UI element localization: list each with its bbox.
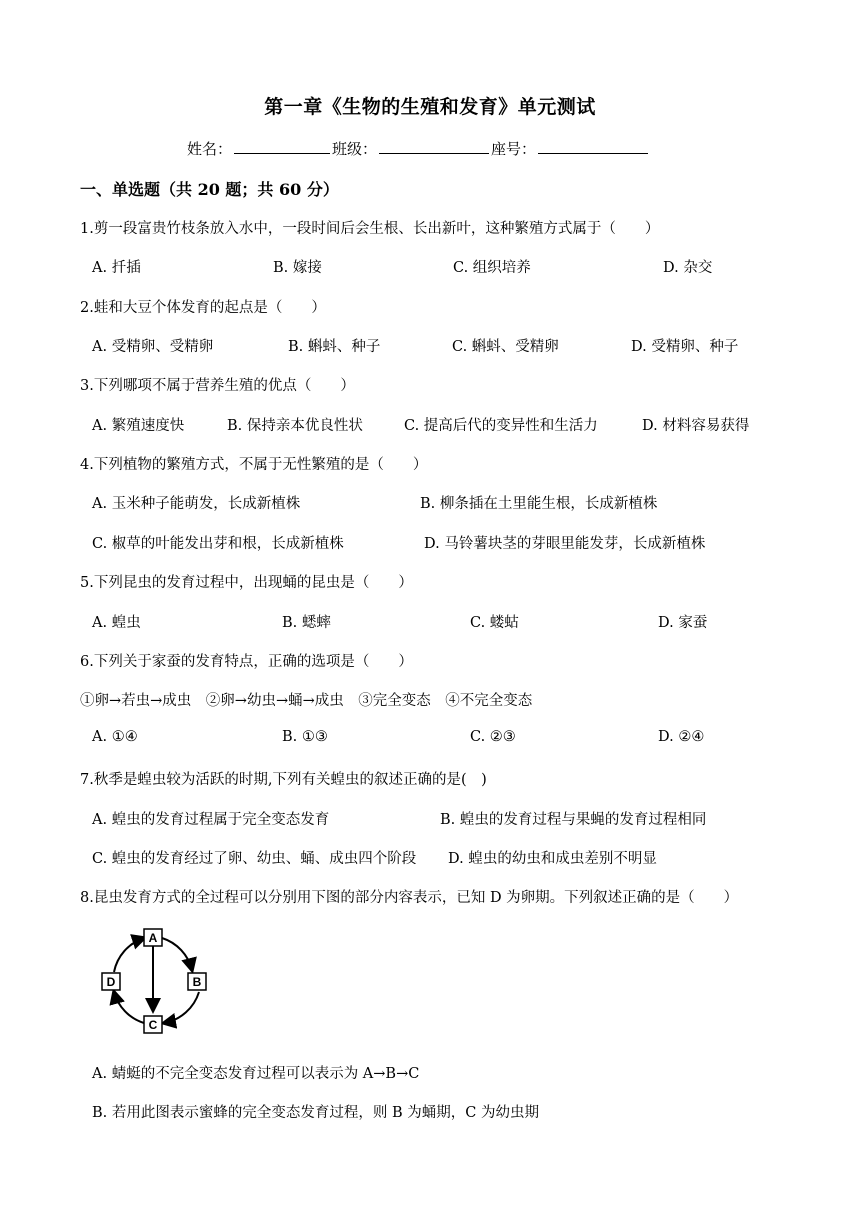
option-d: D. 受精卵、种子 [631,339,739,355]
arc-c-to-d [114,992,144,1023]
option-d: D. 材料容易获得 [642,418,750,434]
option-b: B. 柳条插在土里能生根，长成新植株 [420,496,658,512]
option-c: C. ②③ [470,729,516,745]
page-title: 第一章《生物的生殖和发育》单元测试 [264,96,596,118]
option-a: A. 扦插 [92,260,141,276]
question-stem: 5.下列昆虫的发育过程中，出现蛹的昆虫是（ ） [80,575,413,591]
option-c: C. 蝌蚪、受精卵 [452,339,559,355]
question-stem: 3.下列哪项不属于营养生殖的优点（ ） [80,378,355,394]
option-b: B. 蝗虫的发育过程与果蝇的发育过程相同 [440,812,707,828]
option-c: C. 提高后代的变异性和生活力 [404,418,598,434]
option-a: A. ①④ [92,729,138,745]
question-stem: 7.秋季是蝗虫较为活跃的时期,下列有关蝗虫的叙述正确的是( ) [80,772,487,788]
option-d: D. 杂交 [663,260,713,276]
node-a-label: A [148,931,158,945]
class-blank [379,139,489,154]
option-a: A. 蝗虫的发育过程属于完全变态发育 [92,812,330,828]
option-a: A. 受精卵、受精卵 [92,339,214,355]
question-statements: ①卵→若虫→成虫 ②卵→幼虫→蛹→成虫 ③完全变态 ④不完全变态 [80,693,533,709]
option-a: A. 繁殖速度快 [92,418,185,434]
option-a: A. 蝗虫 [92,615,141,631]
seat-label: 座号： [491,140,537,158]
name-label: 姓名： [187,140,233,158]
option-c: C. 蝼蛄 [470,615,519,631]
option-b: B. 保持亲本优良性状 [227,418,363,434]
question-stem: 8.昆虫发育方式的全过程可以分别用下图的部分内容表示，已知 D 为卵期。下列叙述正确的是（ ） [80,890,739,906]
arc-b-to-c [164,992,199,1023]
question-stem: 2.蛙和大豆个体发育的起点是（ ） [80,300,326,316]
question-stem: 1.剪一段富贵竹枝条放入水中，一段时间后会生根、长出新叶，这种繁殖方式属于（ ） [80,221,660,237]
question-stem: 4.下列植物的繁殖方式，不属于无性繁殖的是（ ） [80,457,428,473]
option-b: B. 嫁接 [273,260,322,276]
option-d: D. 马铃薯块茎的芽眼里能发芽，长成新植株 [424,536,706,552]
option-b: B. 蝌蚪、种子 [288,339,381,355]
option-b: B. 蟋蟀 [282,615,331,631]
node-c-label: C [148,1018,158,1032]
arc-d-to-a [114,938,144,972]
option-c: C. 蝗虫的发育经过了卵、幼虫、蛹、成虫四个阶段 [92,851,417,867]
option-b: B. 若用此图表示蜜蜂的完全变态发育过程，则 B 为蛹期，C 为幼虫期 [92,1105,539,1121]
option-c: C. 组织培养 [453,260,531,276]
option-a: A. 玉米种子能萌发，长成新植株 [92,496,301,512]
option-b: B. ①③ [282,729,328,745]
arc-a-to-b [162,938,192,970]
section-heading: 一、单选题（共 20 题；共 60 分） [80,180,339,199]
option-d: D. ②④ [658,729,705,745]
option-d: D. 蝗虫的幼虫和成虫差别不明显 [448,851,657,867]
node-b-label: B [192,975,202,989]
name-blank [234,139,330,154]
option-a: A. 蜻蜓的不完全变态发育过程可以表示为 A→B→C [92,1066,420,1082]
option-d: D. 家蚕 [658,615,708,631]
cycle-arcs [114,938,199,1023]
option-c: C. 椒草的叶能发出芽和根，长成新植株 [92,536,344,552]
student-info-line [187,138,650,159]
insect-development-cycle-diagram [100,928,222,1038]
node-d-label: D [106,975,116,989]
seat-blank [538,139,648,154]
class-label: 班级： [332,140,378,158]
question-stem: 6.下列关于家蚕的发育特点，正确的选项是（ ） [80,654,413,670]
